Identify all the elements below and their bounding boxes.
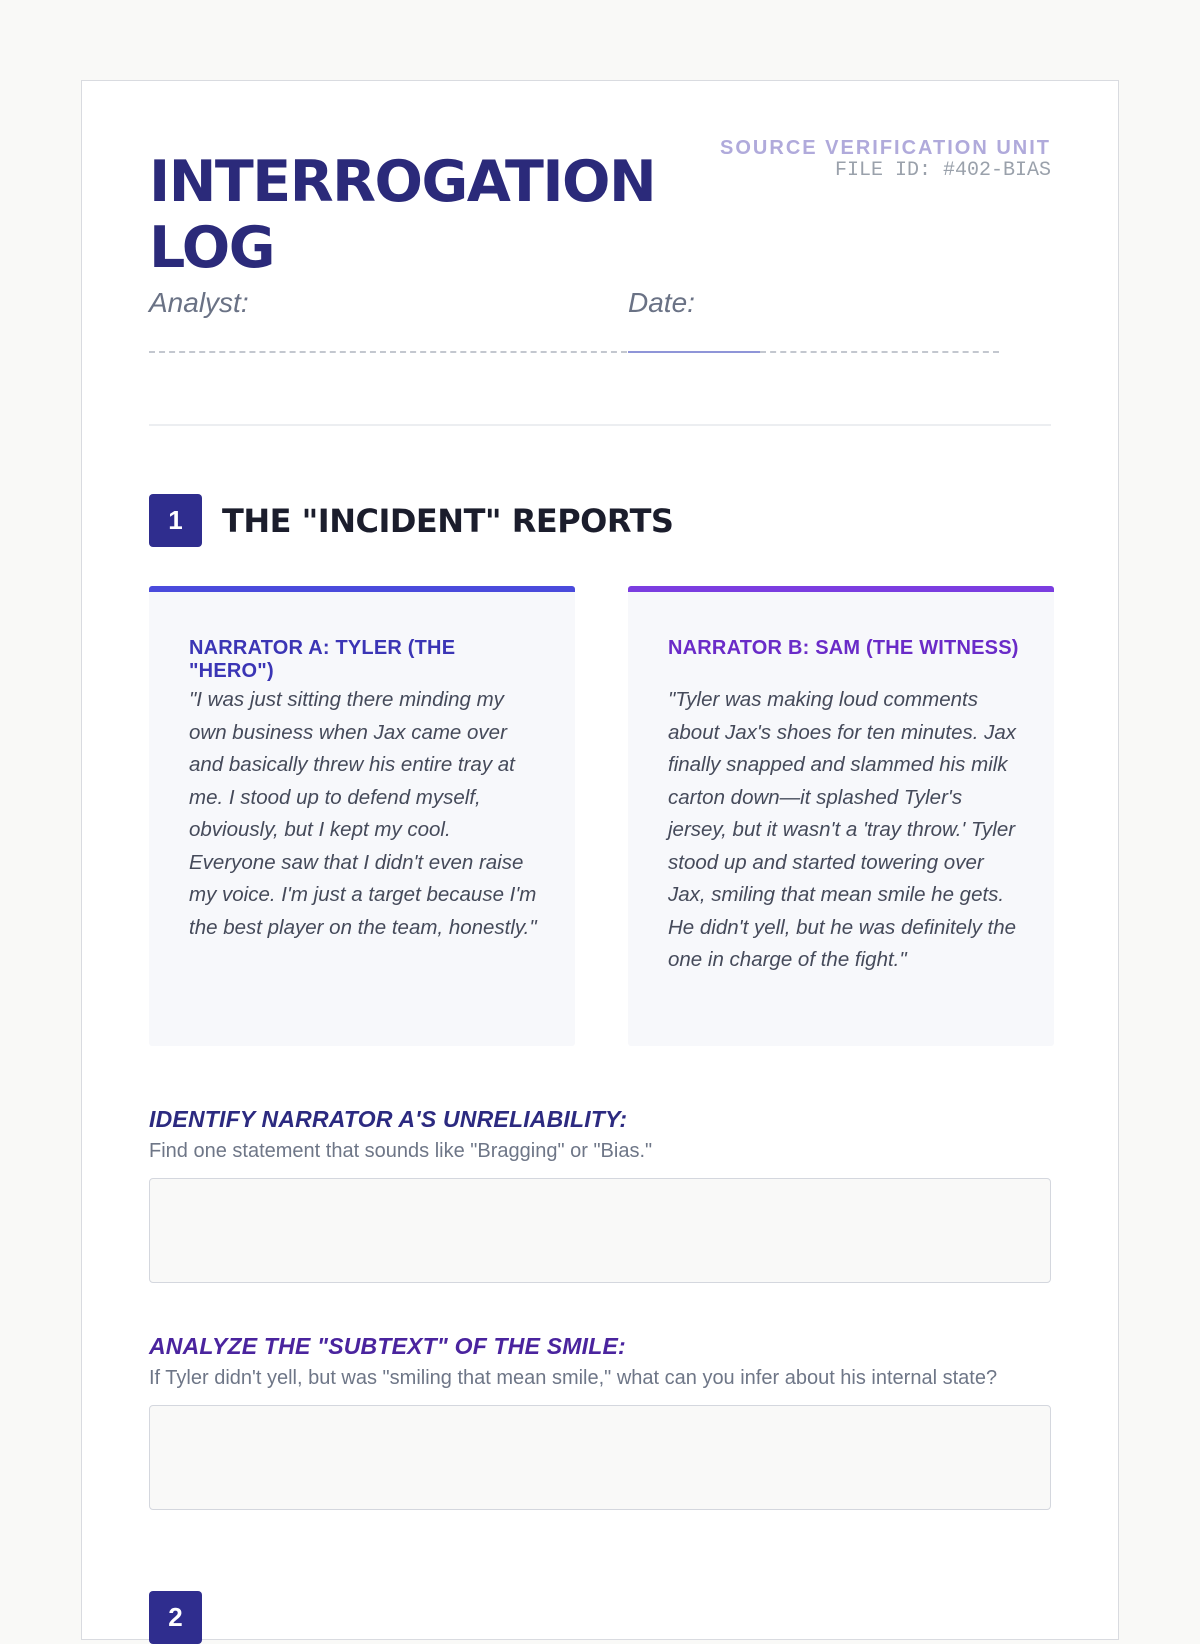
section-number-badge: 1 (149, 494, 202, 547)
date-line-accent[interactable] (628, 351, 760, 353)
narrator-a-label: NARRATOR A: TYLER (THE "HERO") (189, 637, 456, 682)
narrator-a-quote: "I was just sitting there minding my own business when Jax came over and basically threw his entire tray at me. I stood up to defend myself, obviously, but I kept my cool. Everyone saw that I didn't even raise my voice. I'm just a target because I'm the best player on the team, honestly." (189, 688, 537, 939)
date-label: Date: (628, 287, 695, 318)
unit-name: SOURCE VERIFICATION UNIT (720, 137, 1051, 159)
question-1-title: IDENTIFY NARRATOR A'S UNRELIABILITY: (149, 1106, 628, 1132)
header-divider (149, 424, 1051, 426)
narrator-b-card (628, 586, 1054, 1046)
question-1-answer-field[interactable] (149, 1178, 1051, 1283)
unit-block (720, 137, 1051, 183)
date-line[interactable] (760, 351, 999, 353)
section-2-number-badge: 2 (149, 1591, 202, 1644)
narrator-a-card (149, 586, 575, 1046)
section-title: THE "INCIDENT" REPORTS (222, 502, 674, 540)
question-1-hint: Find one statement that sounds like "Bragging" or "Bias." (149, 1140, 653, 1162)
narrator-b-quote: "Tyler was making loud comments about Jax's shoes for ten minutes. Jax finally snapped and slammed his milk carton down—it splashed Tyler's jersey, but it wasn't a 'tray throw.' Tyler stood up and started towering over Jax, smiling that mean smile he gets. He didn't yell, but he was definitely the one in charge of the fight." (668, 688, 1017, 971)
file-id: FILE ID: #402-BIAS (834, 159, 1051, 182)
question-2-title: ANALYZE THE "SUBTEXT" OF THE SMILE: (149, 1333, 626, 1359)
page-title: INTERROGATION LOG (149, 149, 656, 281)
worksheet-page (81, 80, 1119, 1640)
analyst-label: Analyst: (149, 287, 249, 318)
question-2-hint: If Tyler didn't yell, but was "smiling that mean smile," what can you infer about his internal state? (149, 1367, 998, 1389)
narrator-b-label: NARRATOR B: SAM (THE WITNESS) (668, 637, 1019, 659)
question-2-answer-field[interactable] (149, 1405, 1051, 1510)
analyst-line[interactable] (149, 351, 627, 353)
